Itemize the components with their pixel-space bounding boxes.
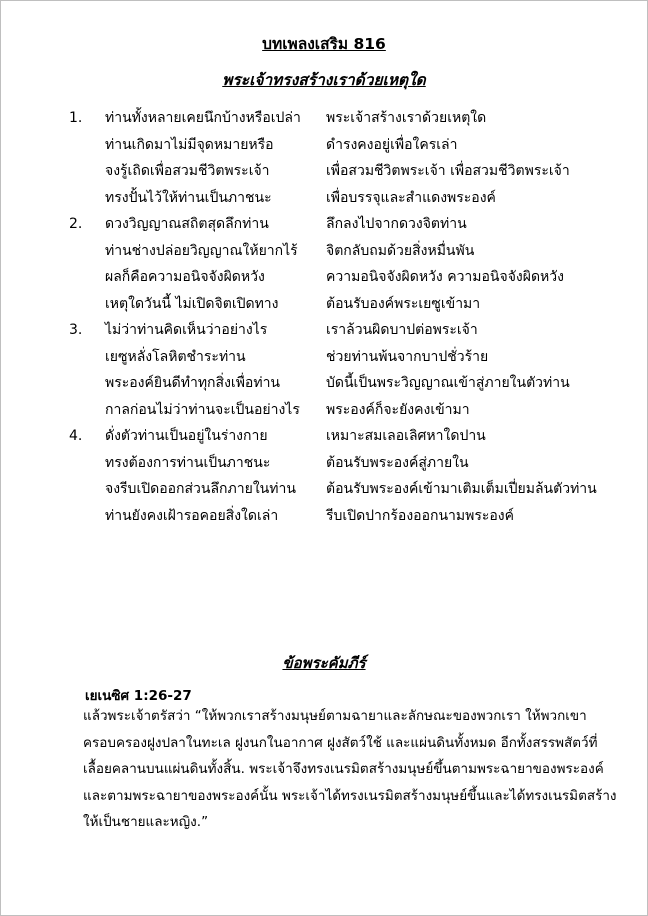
verse-text-left: พระองค์ยินดีทำทุกสิ่งเพื่อท่าน bbox=[105, 375, 280, 391]
hymn-title: บทเพลงเสริม 816 bbox=[262, 35, 386, 53]
verse-text-left: จงรู้เถิดเพื่อสวมชีวิตพระเจ้า bbox=[105, 163, 270, 179]
verse-line bbox=[1, 397, 647, 424]
verse-text-left: ท่านช่างปล่อยวิญญาณให้ยากไร้ bbox=[105, 242, 298, 259]
verse-number: 1. bbox=[69, 110, 83, 126]
verse-text-right: เพื่อบรรจุและสำแดงพระองค์ bbox=[326, 189, 496, 206]
verse-line bbox=[1, 450, 647, 477]
verse-text-right: ต้อนรับพระองค์เข้ามาเติมเต็มเปี่ยมล้นตัวท่าน bbox=[326, 481, 597, 497]
verse-number: 3. bbox=[69, 322, 83, 338]
verse-line bbox=[1, 158, 647, 185]
verse-text-right: ลึกลงไปจากดวงจิตท่าน bbox=[326, 216, 467, 232]
verse-text-left: ดั่งตัวท่านเป็นอยู่ในร่างกาย bbox=[105, 428, 268, 444]
verse-text-right: ความอนิจจังผิดหวัง ความอนิจจังผิดหวัง bbox=[326, 269, 564, 285]
verse-text-right: บัดนี้เป็นพระวิญญาณเข้าสู่ภายในตัวท่าน bbox=[326, 375, 570, 391]
verse-text-left: ท่านยังคงเฝ้ารอคอยสิ่งใดเล่า bbox=[105, 507, 279, 524]
verse-line bbox=[1, 476, 647, 503]
scripture-line: ครอบครองฝูงปลาในทะเล ฝูงนกในอากาศ ฝูงสัตว์ใช้ และแผ่นดินทั้งหมด อีกทั้งสรรพสัตว์ที่ bbox=[83, 734, 598, 751]
verse-text-right: เราล้วนผิดบาปต่อพระเจ้า bbox=[326, 322, 478, 338]
verse-line bbox=[1, 344, 647, 371]
verse-number: 2. bbox=[69, 216, 83, 232]
verse-text-left: ดวงวิญญาณสถิตสุดลึกท่าน bbox=[105, 216, 269, 232]
verse-text-left: กาลก่อนไม่ว่าท่านจะเป็นอย่างไร bbox=[105, 401, 300, 418]
verse-text-right: จิตกลับถมด้วยสิ่งหมื่นพัน bbox=[326, 242, 475, 259]
verse-line bbox=[1, 132, 647, 159]
verse-text-right: ดำรงคงอยู่เพื่อใครเล่า bbox=[326, 136, 458, 153]
verse-text-left: ทรงปั้นไว้ให้ท่านเป็นภาชนะ bbox=[105, 189, 272, 206]
scripture-line: เลื้อยคลานบนแผ่นดินทั้งสิ้น. พระเจ้าจึงทรงเนรมิตสร้างมนุษย์ขึ้นตามพระฉายาของพระองค์ bbox=[83, 761, 604, 777]
verse-line bbox=[1, 317, 647, 344]
verse-text-left: เยซูหลั่งโลหิตชำระท่าน bbox=[105, 348, 246, 365]
verse-line bbox=[1, 370, 647, 397]
verse-text-right: พระองค์ก็จะยังคงเข้ามา bbox=[326, 401, 470, 418]
verse-line bbox=[1, 185, 647, 212]
verse-line bbox=[1, 105, 647, 132]
verse-line bbox=[1, 291, 647, 318]
verse-text-left: ท่านเกิดมาไม่มีจุดหมายหรือ bbox=[105, 136, 274, 153]
scripture-line: ให้เป็นชายและหญิง.” bbox=[83, 814, 209, 830]
verse-text-right: พระเจ้าสร้างเราด้วยเหตุใด bbox=[326, 110, 487, 126]
verse-line bbox=[1, 264, 647, 291]
verse-text-left: เหตุใดวันนี้ ไม่เปิดจิตเปิดทาง bbox=[105, 295, 279, 312]
verse-text-right: ช่วยท่านพ้นจากบาปชั่วร้าย bbox=[326, 348, 489, 365]
verse-line bbox=[1, 423, 647, 450]
verse-text-left: ไม่ว่าท่านคิดเห็นว่าอย่างไร bbox=[105, 322, 268, 338]
verses-block bbox=[1, 105, 647, 529]
verse-line bbox=[1, 238, 647, 265]
scripture-line: และตามพระฉายาของพระองค์นั้น พระเจ้าได้ทรงเนรมิตสร้างมนุษย์ขึ้นและได้ทรงเนรมิตสร้าง bbox=[83, 787, 617, 804]
scripture-reference: เยเนซิศ 1:26-27 bbox=[85, 688, 192, 704]
verse-text-left: ผลก็คือความอนิจจังผิดหวัง bbox=[105, 269, 265, 285]
scripture-body bbox=[83, 703, 617, 836]
verse-text-left: จงรีบเปิดออกส่วนลึกภายในท่าน bbox=[105, 481, 296, 497]
verse-text-left: ทรงต้องการท่านเป็นภาชนะ bbox=[105, 454, 271, 471]
verse-text-right: ต้อนรับพระองค์สู่ภายใน bbox=[326, 454, 469, 471]
hymn-subtitle: พระเจ้าทรงสร้างเราด้วยเหตุใด bbox=[222, 71, 426, 89]
verse-text-right: เพื่อสวมชีวิตพระเจ้า เพื่อสวมชีวิตพระเจ้า bbox=[326, 163, 570, 179]
scripture-heading: ข้อพระคัมภีร์ bbox=[282, 654, 366, 672]
verse-text-right: ต้อนรับองค์พระเยซูเข้ามา bbox=[326, 295, 481, 312]
scripture-line: แล้วพระเจ้าตรัสว่า “ให้พวกเราสร้างมนุษย์ตามฉายาและลักษณะของพวกเรา ให้พวกเขา bbox=[83, 708, 587, 724]
verse-text-right: รีบเปิดปากร้องออกนามพระองค์ bbox=[326, 507, 514, 524]
verse-line bbox=[1, 503, 647, 530]
verse-line bbox=[1, 211, 647, 238]
verse-text-left: ท่านทั้งหลายเคยนึกบ้างหรือเปล่า bbox=[105, 110, 301, 126]
verse-text-right: เหมาะสมเลอเลิศหาใดปาน bbox=[326, 428, 486, 444]
verse-number: 4. bbox=[69, 428, 83, 444]
